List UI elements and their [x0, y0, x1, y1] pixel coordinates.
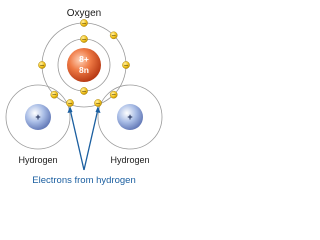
- arrows: [68, 106, 101, 170]
- electron-sign-2: −: [81, 20, 87, 27]
- oxygen-label: Oxygen: [66, 8, 102, 19]
- hydrogen-left-charge: +: [35, 112, 41, 122]
- hydrogen-left-label: Hydrogen: [18, 155, 58, 165]
- water-molecule-diagram: [0, 0, 191, 192]
- oxygen-proton-count: 8+: [79, 54, 89, 64]
- arrow-right: [84, 109, 98, 170]
- electron-sign-9: −: [95, 100, 101, 107]
- electron-sign-1: −: [81, 88, 87, 95]
- electron-sign-5: −: [39, 62, 45, 69]
- arrow-left: [70, 109, 84, 170]
- hydrogen-right-label: Hydrogen: [110, 155, 150, 165]
- oxygen-neutron-count: 8n: [79, 65, 89, 75]
- electron-sign-3: −: [111, 32, 117, 40]
- electron-sign-7: −: [111, 91, 117, 99]
- electron-sign-8: −: [67, 100, 73, 107]
- diagram-canvas: [0, 0, 191, 192]
- caption-electrons-from-hydrogen: Electrons from hydrogen: [32, 175, 136, 186]
- electron-sign-4: −: [123, 62, 129, 69]
- hydrogen-right-charge: +: [127, 112, 133, 122]
- electron-sign-6: −: [51, 91, 57, 99]
- electron-sign-0: −: [81, 36, 87, 43]
